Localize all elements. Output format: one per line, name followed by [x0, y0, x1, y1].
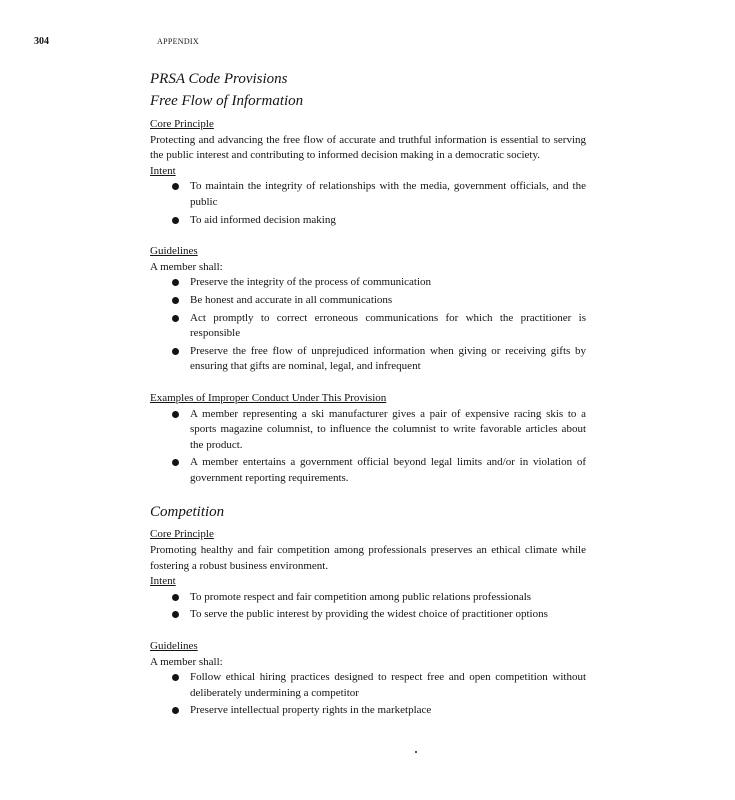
- list-item-text: Act promptly to correct erroneous communications for which the practitioner is responsible: [190, 311, 586, 340]
- guidelines-list: [150, 670, 586, 719]
- examples-list: [150, 407, 586, 487]
- list-item: [190, 590, 586, 606]
- list-item-text: To aid informed decision making: [190, 213, 336, 226]
- page-content: [150, 68, 586, 721]
- intent-heading: Intent: [150, 575, 176, 588]
- section-title: PRSA Code Provisions: [150, 71, 288, 87]
- core-principle-text: Promoting healthy and fair competition among professionals preserves an ethical climate while fostering a robust business environment.: [150, 544, 586, 572]
- bullet-icon: [172, 594, 179, 601]
- guidelines-heading: Guidelines: [150, 245, 198, 258]
- scan-speck: [415, 751, 417, 753]
- section-subtitle: Free Flow of Information: [150, 93, 304, 109]
- list-item-text: Follow ethical hiring practices designed to respect free and open competition without deliberately undermining a competitor: [190, 671, 586, 699]
- list-item-text: Preserve intellectual property rights in the marketplace: [190, 704, 432, 717]
- list-item: [190, 311, 586, 342]
- list-item: [190, 179, 586, 210]
- list-item-text: A member entertains a government official beyond legal limits and/or in violation of government reporting requirements.: [190, 456, 586, 484]
- guidelines-heading: Guidelines: [150, 640, 198, 653]
- page-header: [0, 36, 735, 50]
- core-principle-text: Protecting and advancing the free flow of accurate and truthful information is essential to serving the public interest and contributing to informed decision making in a democratic society.: [150, 133, 586, 162]
- bullet-icon: [172, 217, 179, 224]
- examples-heading: Examples of Improper Conduct Under This Provision: [150, 391, 387, 404]
- bullet-icon: [172, 297, 179, 304]
- intent-list: [150, 590, 586, 623]
- list-item-text: To maintain the integrity of relationships with the media, government officials, and the public: [190, 180, 586, 208]
- list-item: [190, 455, 586, 486]
- competition-title: Competition: [150, 504, 225, 521]
- bullet-icon: [172, 459, 179, 466]
- intent-heading: Intent: [150, 164, 176, 177]
- bullet-icon: [172, 611, 179, 618]
- list-item: [190, 293, 586, 309]
- intent-list: [150, 179, 586, 228]
- bullet-icon: [172, 183, 179, 190]
- list-item: [190, 703, 586, 719]
- running-head: APPENDIX: [157, 37, 199, 46]
- list-item: [190, 607, 586, 623]
- bullet-icon: [172, 674, 179, 681]
- bullet-icon: [172, 707, 179, 714]
- list-item-text: A member representing a ski manufacturer gives a pair of expensive racing skis to a sports magazine columnist, to influence the columnist to write favorable articles about the product.: [190, 407, 586, 451]
- guidelines-intro: A member shall:: [150, 655, 223, 668]
- list-item-text: Preserve the free flow of unprejudiced information when giving or receiving gifts by ensuring that gifts are nominal, legal, and infrequent: [190, 344, 586, 373]
- page-number: 304: [34, 36, 49, 47]
- list-item-text: To serve the public interest by providing the widest choice of practitioner options: [190, 608, 548, 621]
- guidelines-intro: A member shall:: [150, 260, 223, 273]
- bullet-icon: [172, 348, 179, 355]
- core-principle-heading: Core Principle: [150, 118, 214, 130]
- list-item: [190, 275, 586, 291]
- list-item-text: Preserve the integrity of the process of communication: [190, 276, 432, 289]
- list-item-text: To promote respect and fair competition among public relations professionals: [190, 590, 532, 603]
- bullet-icon: [172, 315, 179, 322]
- guidelines-list: [150, 275, 586, 375]
- bullet-icon: [172, 411, 179, 418]
- bullet-icon: [172, 279, 179, 286]
- list-item: [190, 407, 586, 454]
- list-item-text: Be honest and accurate in all communications: [190, 293, 393, 306]
- list-item: [190, 344, 586, 375]
- list-item: [190, 213, 586, 229]
- core-principle-heading: Core Principle: [150, 528, 214, 541]
- list-item: [190, 670, 586, 701]
